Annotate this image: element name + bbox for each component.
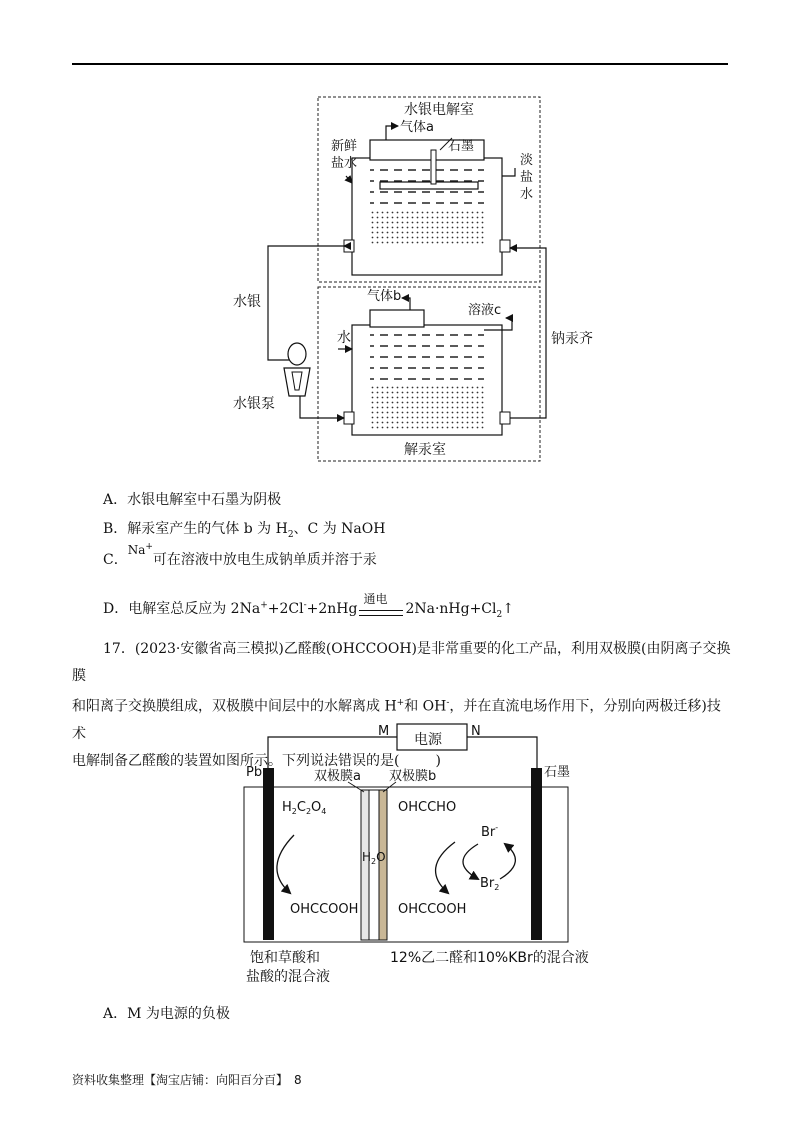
- product-right-label: OHCCOOH: [398, 902, 467, 917]
- option-16-a: A．水银电解室中石墨为阴极: [103, 492, 282, 508]
- dilute-label-3: 水: [520, 187, 534, 202]
- water-label: 水: [337, 330, 351, 346]
- oxalic-acid-label: $H_2C_2O_4$: [282, 800, 327, 816]
- amalgam-label: 钠汞齐: [551, 331, 593, 347]
- terminal-n-label: N: [471, 724, 481, 739]
- membrane-b: [379, 790, 387, 940]
- dilute-label-1: 淡: [520, 153, 534, 168]
- solution-c-label: 溶液c: [468, 303, 502, 318]
- pb-electrode: [263, 768, 274, 940]
- dilute-label-2: 盐: [520, 170, 534, 185]
- membrane-b-label: 双极膜b: [389, 769, 437, 784]
- option-16-b: B．解汞室产生的气体 b 为 $H_2$、C 为 NaOH: [103, 521, 386, 540]
- membrane-a-label: 双极膜a: [314, 769, 361, 784]
- decomposer-label: 解汞室: [404, 442, 446, 458]
- product-left-label: OHCCOOH: [290, 902, 359, 917]
- electrolysis-condition: 通电: [359, 602, 403, 616]
- mercury-label: 水银: [233, 294, 261, 310]
- option-16-d: D．电解室总反应为 2Na++2Cl-+2nHg 通电 $2Na\cdot nHg+Cl_2↑$: [103, 592, 514, 620]
- gas-b-label: 气体b: [367, 289, 402, 304]
- right-solution-label: 12%乙二醛和10%KBr的混合液: [390, 950, 589, 966]
- left-solution-label-1: 饱和草酸和: [250, 950, 320, 966]
- fresh-brine-label-1: 新鲜: [331, 139, 358, 154]
- gas-a-label: 气体a: [400, 120, 434, 135]
- mercury-pump-icon: [284, 343, 310, 396]
- power-source-label: 电源: [414, 732, 442, 748]
- left-solution-label-2: 盐酸的混合液: [246, 969, 330, 985]
- graphite-label: 石墨: [448, 139, 475, 154]
- pb-label: Pb: [246, 765, 263, 780]
- upper-cell: [344, 126, 515, 275]
- amalgam-pipe: [510, 248, 546, 418]
- graphite-right-label: 石墨: [544, 765, 571, 780]
- graphite-plate: [380, 182, 478, 189]
- terminal-m-label: M: [378, 724, 390, 739]
- mercury-pipe: [268, 246, 344, 360]
- graphite-electrode: [531, 768, 542, 940]
- glyoxal-label: OHCCHO: [398, 800, 457, 815]
- pump-return-pipe: [300, 394, 344, 418]
- page-footer: 资料收集整理【淘宝店铺：向阳百分百】 8: [72, 1073, 302, 1087]
- option-16-c: C．Na+可在溶液中放电生成钠单质并溶于汞: [103, 542, 377, 568]
- water-membrane-label: $H_2O$: [362, 850, 386, 866]
- lower-cell: [338, 298, 512, 435]
- bromine-label: $Br_2$: [480, 876, 500, 892]
- fig1-title: 水银电解室: [404, 102, 474, 118]
- option-17-a: A．M 为电源的负极: [103, 1006, 230, 1022]
- fresh-brine-label-2: 盐水: [331, 156, 358, 171]
- membrane-a: [361, 790, 369, 940]
- bromide-label: Br-: [481, 823, 499, 840]
- mercury-pump-label: 水银泵: [233, 396, 275, 412]
- question-17-stem: 17．(2023·安徽省高三模拟)乙醛酸(OHCCOOH)是非常重要的化工产品，利用双极膜(由阴离子交换膜 和阳离子交换膜组成，双极膜中间层中的水解离成 H+和 OH-，并在直流电场作用下，分别向两极迁移)技术 电解制备乙醛酸的装置如图所示。下列说法错误的是( ): [72, 641, 731, 769]
